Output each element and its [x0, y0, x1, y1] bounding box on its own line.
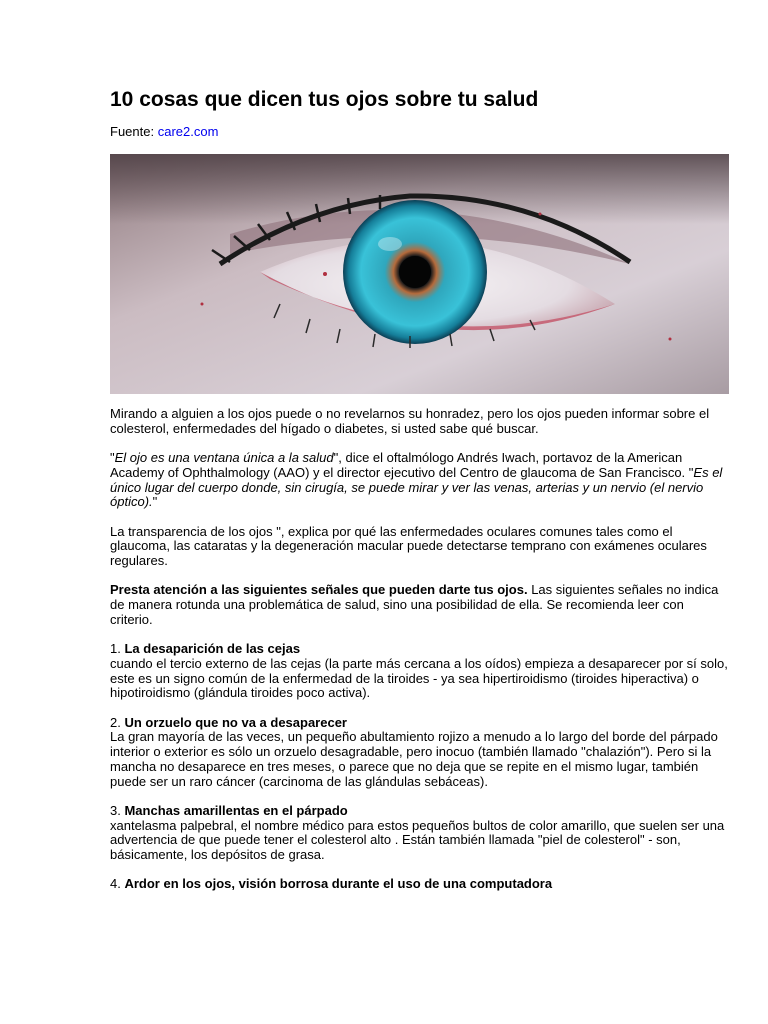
list-item: 1. La desaparición de las cejas cuando el tercio externo de las cejas (la parte más cercana a los oídos) empieza a desaparecer por sí solo, este es un signo común de la enfermedad de la tiroides - ya sea hipertiroidismo (tiroides hiperactiva) o hipotiroidismo (glándula tiroides poco activa).	[110, 641, 728, 701]
article	[110, 86, 730, 892]
source-link[interactable]: care2.com	[157, 124, 219, 139]
intro-paragraph: Mirando a alguien a los ojos puede o no revelarnos su honradez, pero los ojos pueden informar sobre el colesterol, enfermedades del hígado o diabetes, si usted sabe qué buscar.	[110, 406, 710, 436]
attention-paragraph: Presta atención a las siguientes señales que pueden darte tus ojos. Las siguientes señales no indica de manera rotunda una problemática de salud, sino una posibilidad de ella. Se recomienda leer con criterio.	[110, 582, 719, 627]
page-title: 10 cosas que dicen tus ojos sobre tu salud	[110, 88, 539, 111]
eye-photo	[110, 154, 729, 394]
quote-paragraph: "El ojo es una ventana única a la salud", dice el oftalmólogo Andrés Iwach, portavoz de la American Academy of Ophthalmology (AAO) y el director ejecutivo del Centro de glaucoma de San Francisco. "Es el único lugar del cuerpo donde, sin cirugía, se puede mirar y ver las venas, arterias y un nervio (el nervio óptico)."	[110, 450, 723, 510]
list-item: 3. Manchas amarillentas en el párpado xantelasma palpebral, el nombre médico para estos pequeños bultos de color amarillo, que suelen ser una advertencia de que puede tener el colesterol alto . Están también llamada "piel de colesterol" - son, básicamente, los depósitos de grasa.	[110, 802, 725, 862]
source-line	[110, 124, 730, 140]
transparency-paragraph: La transparencia de los ojos ", explica por qué las enfermedades oculares comunes tales como el glaucoma, las cataratas y la degeneración macular puede detectarse temprano con exámenes oculares regulares.	[110, 523, 707, 568]
list-item: 4. Ardor en los ojos, visión borrosa durante el uso de una computadora	[110, 876, 553, 892]
list-item: 2. Un orzuelo que no va a desaparecer La gran mayoría de las veces, un pequeño abultamiento rojizo a menudo a lo largo del borde del párpado interior o exterior es sólo un orzuelo desagradable, pero inocuo (también llamado "chalazión"). Pero si la mancha no desaparece en tres meses, o parece que no deja que se repite en el mismo lugar, también puede ser un raro cáncer (carcinoma de las glándulas sebáceas).	[110, 714, 718, 789]
source-label: Fuente:	[110, 124, 155, 139]
